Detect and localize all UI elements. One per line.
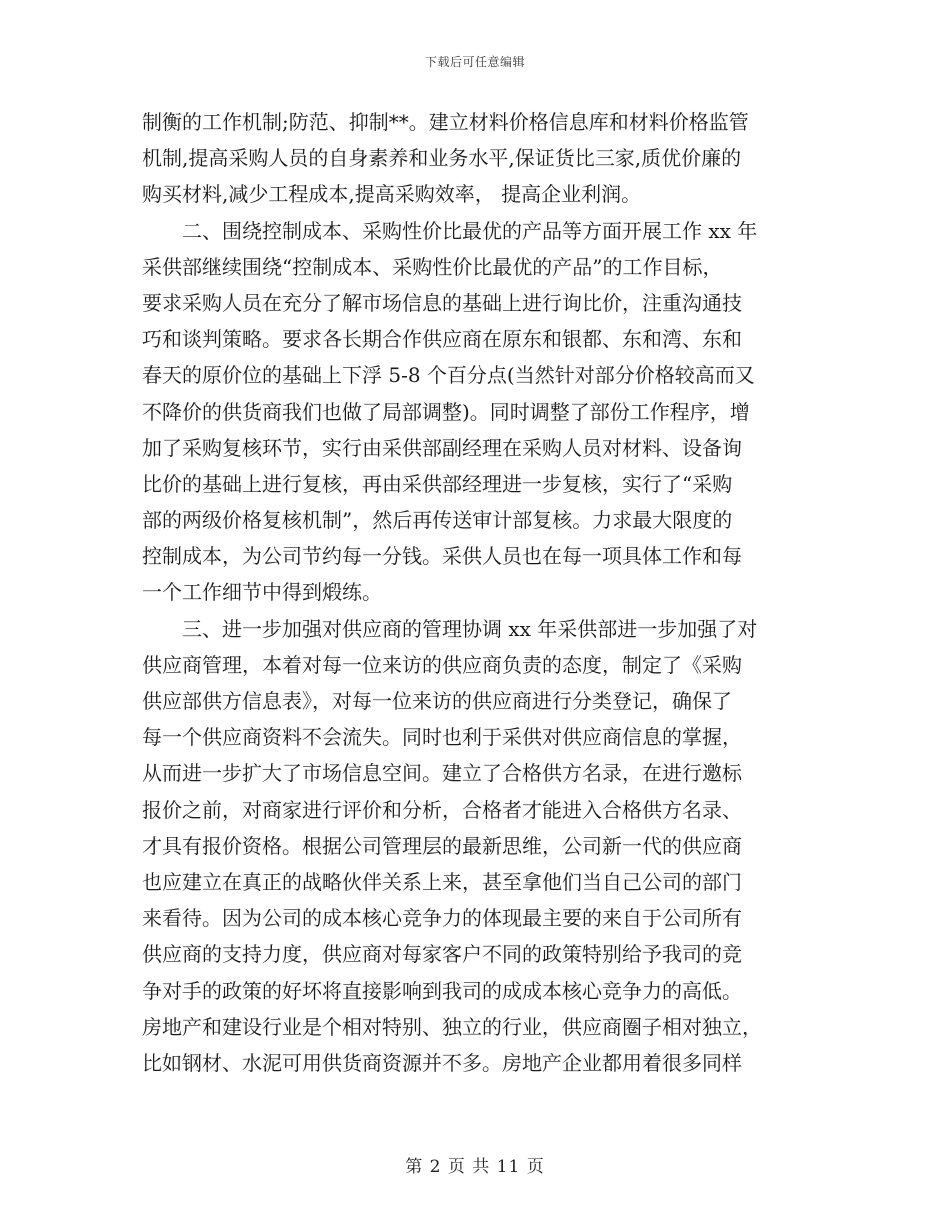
paragraph	[142, 611, 808, 1081]
text-line: 三、进一步加强对供应商的管理协调 xx 年采供部进一步加强了对	[142, 616, 758, 641]
text-line: 机制,提高采购人员的自身素养和业务水平,保证货比三家,质优价廉的	[142, 146, 742, 171]
text-line: 一个工作细节中得到煅练。	[142, 580, 382, 605]
text-line: 供应商的支持力度，供应商对每家客户不同的政策特别给予我司的竞	[142, 942, 742, 967]
text-line: 加了采购复核环节，实行由采供部副经理在采购人员对材料、设备询	[142, 435, 742, 460]
text-line: 要求采购人员在充分了解市场信息的基础上进行询比价，注重沟通技	[142, 290, 742, 315]
text-line: 采供部继续围绕“控制成本、采购性价比最优的产品”的工作目标，	[142, 254, 723, 279]
text-line: 来看待。因为公司的成本核心竞争力的体现最主要的来自于公司所有	[142, 906, 742, 931]
text-line: 报价之前，对商家进行评价和分析，合格者才能进入合格供方名录、	[142, 797, 742, 822]
text-line: 购买材料,减少工程成本,提高采购效率， 提高企业利润。	[142, 182, 642, 207]
document-body	[142, 104, 808, 1081]
text-line: 每一个供应商资料不会流失。同时也利于采供对供应商信息的掌握，	[142, 725, 742, 750]
text-line: 不降价的供货商我们也做了局部调整)。同时调整了部份工作程序，增	[142, 399, 750, 424]
text-line: 制衡的工作机制;防范、抑制**。建立材料价格信息库和材料价格监管	[142, 110, 749, 134]
text-line: 才具有报价资格。根据公司管理层的最新思维，公司新一代的供应商	[142, 833, 742, 858]
text-line: 控制成本，为公司节约每一分钱。采供人员也在每一项具体工作和每	[142, 544, 742, 569]
text-line: 二、围绕控制成本、采购性价比最优的产品等方面开展工作 xx 年	[142, 218, 758, 243]
text-line: 供应商管理，本着对每一位来访的供应商负责的态度，制定了《采购	[142, 652, 742, 677]
text-line: 争对手的政策的好坏将直接影响到我司的成成本核心竞争力的高低。	[142, 978, 742, 1003]
text-line: 也应建立在真正的战略伙伴关系上来，甚至拿他们当自己公司的部门	[142, 869, 742, 894]
text-line: 供应部供方信息表》，对每一位来访的供应商进行分类登记，确保了	[142, 689, 732, 713]
page-number: 第 2 页 共 11 页	[405, 1157, 545, 1177]
text-line: 比价的基础上进行复核，再由采供部经理进一步复核，实行了“采购	[142, 471, 733, 496]
text-line: 巧和谈判策略。要求各长期合作供应商在原东和银都、东和湾、东和	[142, 327, 742, 352]
text-line: 从而进一步扩大了市场信息空间。建立了合格供方名录，在进行邀标	[142, 761, 742, 786]
page-header: 下载后可任意编辑	[424, 55, 525, 69]
paragraph	[142, 104, 808, 213]
text-line: 春天的原价位的基础上下浮 5-8 个百分点(当然针对部分价格较高而又	[142, 363, 755, 388]
text-line: 部的两级价格复核机制”，然后再传送审计部复核。力求最大限度的	[142, 508, 733, 533]
text-line: 比如钢材、水泥可用供货商资源并不多。房地产企业都用着很多同样	[142, 1050, 742, 1075]
text-line: 房地产和建设行业是个相对特别、独立的行业，供应商圈子相对独立，	[142, 1014, 762, 1039]
paragraph	[142, 213, 808, 611]
